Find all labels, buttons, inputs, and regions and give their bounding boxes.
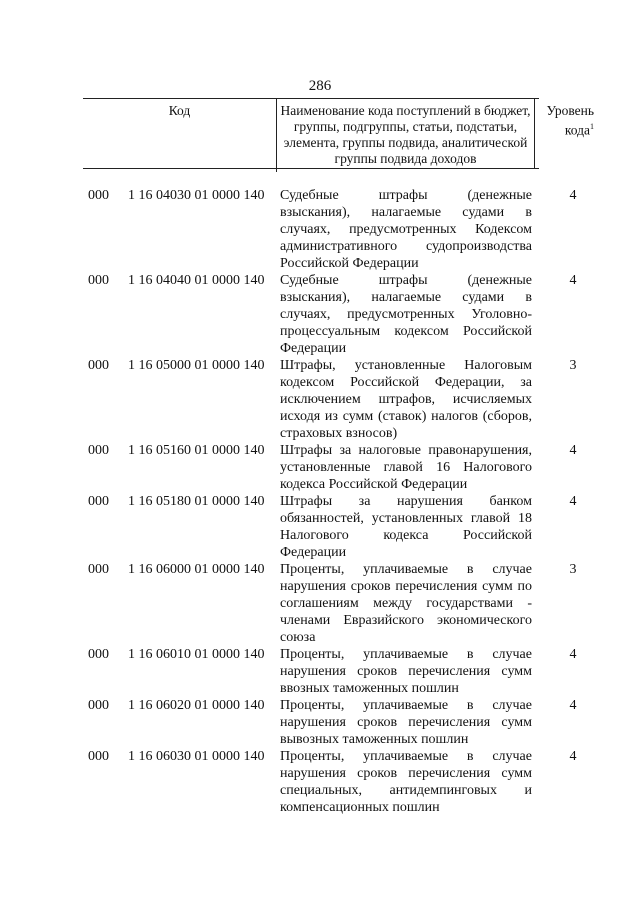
- row-revenue-code: 1 16 06030 01 0000 140: [128, 749, 265, 764]
- row-admin-code: 000: [88, 562, 109, 577]
- row-revenue-code: 1 16 04030 01 0000 140: [128, 188, 265, 203]
- row-level: 4: [569, 188, 577, 203]
- header-code: Код: [83, 99, 277, 172]
- table-row: [88, 187, 577, 272]
- header-level-label: Уровень кода: [546, 103, 594, 138]
- row-level: 3: [569, 358, 577, 373]
- table-row: [88, 646, 577, 697]
- row-revenue-code: 1 16 05180 01 0000 140: [128, 494, 265, 509]
- table-row: [88, 493, 577, 561]
- row-admin-code: 000: [88, 188, 109, 203]
- row-admin-code: 000: [88, 494, 109, 509]
- row-revenue-code: 1 16 05160 01 0000 140: [128, 443, 265, 458]
- row-level: 4: [569, 494, 577, 509]
- row-revenue-code: 1 16 06020 01 0000 140: [128, 698, 265, 713]
- row-name: Проценты, уплачиваемые в случае нарушения сроков перечисления сумм вывозных таможенных пошлин: [280, 698, 532, 747]
- table-row: [88, 748, 577, 816]
- table-row: [88, 357, 577, 442]
- row-admin-code: 000: [88, 749, 109, 764]
- row-name: Штрафы, установленные Налоговым кодексом Российской Федерации, за исключением штрафов, исчисляемых исходя из сумм (ставок) налогов (сборов, страховых взносов): [280, 358, 532, 441]
- table-row: [88, 697, 577, 748]
- row-level: 4: [569, 749, 577, 764]
- row-admin-code: 000: [88, 443, 109, 458]
- row-name: Штрафы за нарушения банком обязанностей, установленных главой 18 Налогового кодекса Российской Федерации: [280, 494, 532, 560]
- row-admin-code: 000: [88, 647, 109, 662]
- row-name: Проценты, уплачиваемые в случае нарушения сроков перечисления сумм специальных, антидемпинговых и компенсационных пошлин: [280, 749, 532, 815]
- row-revenue-code: 1 16 06010 01 0000 140: [128, 647, 265, 662]
- table-body: [88, 187, 577, 816]
- row-level: 4: [569, 698, 577, 713]
- table-row: [88, 561, 577, 646]
- row-name: Судебные штрафы (денежные взыскания), налагаемые судами в случаях, предусмотренных Уголовно-процессуальным кодексом Российской Федерации: [280, 273, 532, 356]
- table-row: [88, 442, 577, 493]
- row-admin-code: 000: [88, 698, 109, 713]
- row-name: Проценты, уплачиваемые в случае нарушения сроков перечисления сумм ввозных таможенных пошлин: [280, 647, 532, 696]
- row-admin-code: 000: [88, 273, 109, 288]
- header-name: Наименование кода поступлений в бюджет, группы, подгруппы, статьи, подстатьи, элемента, группы подвида, аналитической группы подвида доходов: [277, 99, 535, 168]
- table-row: [88, 272, 577, 357]
- row-revenue-code: 1 16 06000 01 0000 140: [128, 562, 265, 577]
- page-number: 286: [308, 78, 332, 94]
- row-admin-code: 000: [88, 358, 109, 373]
- row-level: 4: [569, 443, 577, 458]
- row-name: Штрафы за налоговые правонарушения, установленные главой 16 Налогового кодекса Российской Федерации: [280, 443, 532, 492]
- row-revenue-code: 1 16 05000 01 0000 140: [128, 358, 265, 373]
- header-level-footnote: 1: [590, 122, 594, 131]
- row-level: 3: [569, 562, 577, 577]
- row-level: 4: [569, 647, 577, 662]
- header-level: [536, 99, 598, 168]
- table-header: [83, 98, 594, 169]
- row-name: Проценты, уплачиваемые в случае нарушения сроков перечисления сумм по соглашениям между государствами - членами Евразийского экономического союза: [280, 562, 532, 645]
- row-name: Судебные штрафы (денежные взыскания), налагаемые судами в случаях, предусмотренных Кодексом административного судопроизводства Российской Федерации: [280, 188, 532, 271]
- row-revenue-code: 1 16 04040 01 0000 140: [128, 273, 265, 288]
- row-level: 4: [569, 273, 577, 288]
